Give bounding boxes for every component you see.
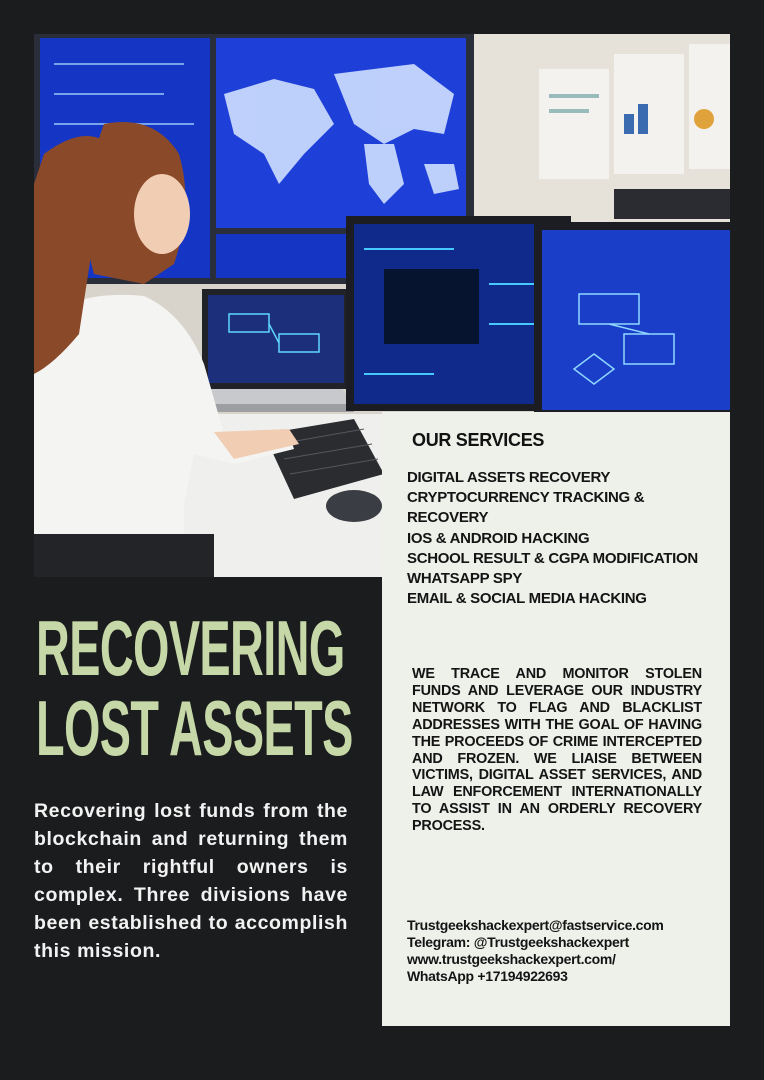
intro-paragraph: Recovering lost funds from the blockchain and returning them to their rightful owners is complex. Three divisions have been established to accomplish this mission. [34,800,348,962]
service-item: WHATSAPP SPY [407,570,523,588]
headline-line-2: LOST ASSETS [36,684,353,772]
services-panel [382,412,730,1026]
services-list [407,468,707,609]
service-item: SCHOOL RESULT & CGPA MODIFICATION [407,549,698,567]
service-item: IOS & ANDROID HACKING [407,529,590,547]
contact-email: Trustgeekshackexpert@fastservice.com [407,917,664,933]
service-item: DIGITAL ASSETS RECOVERY [407,469,611,486]
contact-block [407,917,722,985]
services-title: OUR SERVICES [412,430,545,450]
services-description: WE TRACE AND MONITOR STOLEN FUNDS AND LEVERAGE OUR INDUSTRY NETWORK TO FLAG AND BLACKLIST ADDRESSES WITH THE GOAL OF HAVING THE PROCEEDS OF CRIME INTERCEPTED AND FROZEN. WE LIAISE BETWEEN VICTIMS, DIGITAL ASSET SERVICES, AND LAW ENFORCEMENT INTERNATIONALLY TO ASSIST IN AN ORDERLY RECOVERY PROCESS. [412,666,702,835]
contact-telegram: Telegram: @Trustgeekshackexpert [407,934,629,950]
headline [36,604,353,772]
headline-line-1: RECOVERING [36,604,345,692]
service-item: EMAIL & SOCIAL MEDIA HACKING [407,590,647,608]
contact-whatsapp: WhatsApp +17194922693 [407,968,568,984]
service-item: CRYPTOCURRENCY TRACKING & RECOVERY [407,489,645,527]
contact-website: www.trustgeekshackexpert.com/ [407,951,616,967]
